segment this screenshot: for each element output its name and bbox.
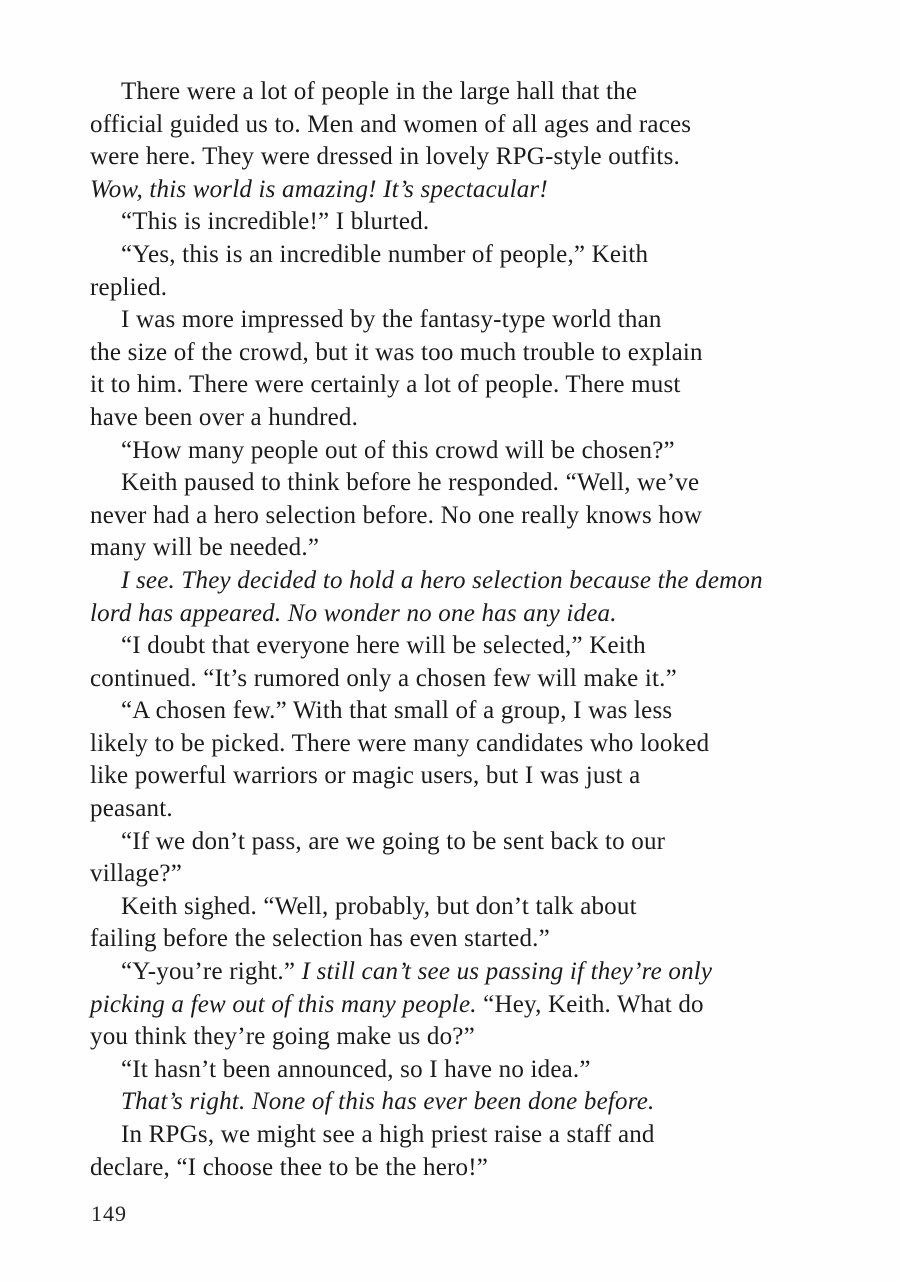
text-line <box>90 793 820 826</box>
text-line <box>90 663 820 696</box>
roman-text-segment: declare, “I choose thee to be the hero!” <box>90 1153 489 1181</box>
roman-text-segment: “This is incredible!” I blurted. <box>121 208 430 236</box>
text-line <box>90 109 820 142</box>
roman-text-segment: were here. They were dressed in lovely RPG-style outfits. <box>90 143 680 171</box>
text-line <box>90 532 820 565</box>
text-line <box>90 304 820 337</box>
text-line <box>90 141 820 174</box>
text-line <box>90 695 820 728</box>
italic-text-segment: Wow, this world is amazing! It’s spectacular! <box>90 175 548 203</box>
roman-text-segment: many will be needed.” <box>90 534 320 562</box>
text-line <box>90 891 820 924</box>
text-line <box>90 467 820 500</box>
roman-text-segment: it to him. There were certainly a lot of people. There must <box>90 371 681 399</box>
roman-text-segment: Keith sighed. “Well, probably, but don’t talk about <box>121 892 637 920</box>
roman-text-segment: likely to be picked. There were many candidates who looked <box>90 729 710 757</box>
text-line <box>90 1086 820 1119</box>
text-line <box>90 1152 820 1185</box>
text-line <box>90 989 820 1022</box>
roman-text-segment: I was more impressed by the fantasy-type world than <box>121 306 662 334</box>
roman-text-segment: continued. “It’s rumored only a chosen few will make it.” <box>90 664 677 692</box>
roman-text-segment: official guided us to. Men and women of all ages and races <box>90 110 692 138</box>
italic-text-segment: picking a few out of this many people. <box>90 990 477 1018</box>
roman-text-segment: “I doubt that everyone here will be selected,” Keith <box>121 632 646 660</box>
roman-text-segment: you think they’re going make us do?” <box>90 1023 475 1051</box>
roman-text-segment: never had a hero selection before. No one really knows how <box>90 501 703 529</box>
roman-text-segment: the size of the crowd, but it was too much trouble to explain <box>90 338 703 366</box>
text-line <box>90 1021 820 1054</box>
roman-text-segment: There were a lot of people in the large hall that the <box>121 78 638 105</box>
italic-text-segment: That’s right. None of this has ever been done before. <box>121 1088 655 1116</box>
roman-text-segment: Keith paused to think before he responded. “Well, we’ve <box>121 469 700 497</box>
roman-text-segment: peasant. <box>90 795 173 823</box>
roman-text-segment: “Hey, Keith. What do <box>476 990 704 1018</box>
text-line <box>90 1054 820 1087</box>
text-line <box>90 598 820 631</box>
text-line <box>90 239 820 272</box>
roman-text-segment: village?” <box>90 860 183 888</box>
text-line <box>90 272 820 305</box>
text-line <box>90 728 820 761</box>
text-line <box>90 826 820 859</box>
text-line <box>90 630 820 663</box>
text-line <box>90 174 820 207</box>
roman-text-segment: “How many people out of this crowd will be chosen?” <box>121 436 675 464</box>
italic-text-segment: I still can’t see us passing if they’re only <box>301 958 713 986</box>
text-line <box>90 1119 820 1152</box>
text-line <box>90 76 820 109</box>
text-line <box>90 206 820 239</box>
page-text <box>90 76 820 1184</box>
italic-text-segment: lord has appeared. No wonder no one has any idea. <box>90 599 617 627</box>
text-line <box>90 956 820 989</box>
page-number: 149 <box>91 1201 127 1226</box>
roman-text-segment: “Y-you’re right.” <box>121 958 302 986</box>
roman-text-segment: “If we don’t pass, are we going to be sent back to our <box>121 827 666 855</box>
text-line <box>90 565 820 598</box>
roman-text-segment: “A chosen few.” With that small of a group, I was less <box>121 697 673 725</box>
text-line <box>90 337 820 370</box>
roman-text-segment: “Yes, this is an incredible number of people,” Keith <box>121 240 649 268</box>
roman-text-segment: failing before the selection has even started.” <box>90 925 550 953</box>
roman-text-segment: have been over a hundred. <box>90 403 359 431</box>
text-line <box>90 858 820 891</box>
italic-text-segment: I see. They decided to hold a hero selection because the demon <box>121 566 763 594</box>
text-line <box>90 435 820 468</box>
roman-text-segment: replied. <box>90 273 168 301</box>
text-line <box>90 402 820 435</box>
text-line <box>90 500 820 533</box>
text-line <box>90 369 820 402</box>
roman-text-segment: like powerful warriors or magic users, but I was just a <box>90 762 641 790</box>
roman-text-segment: In RPGs, we might see a high priest raise a staff and <box>121 1121 655 1148</box>
text-line <box>90 923 820 956</box>
roman-text-segment: “It hasn’t been announced, so I have no idea.” <box>121 1055 591 1083</box>
text-line <box>90 760 820 793</box>
